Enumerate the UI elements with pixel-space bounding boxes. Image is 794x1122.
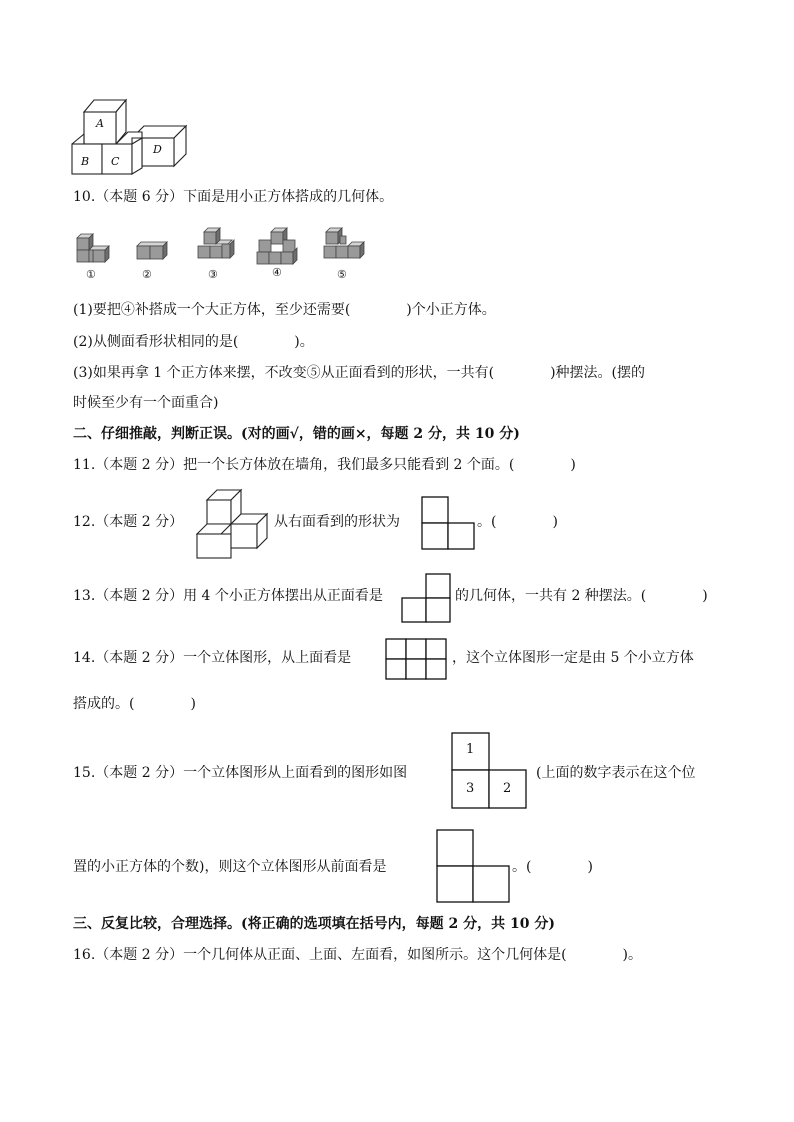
q12-middle: 从右面看到的形状为 xyxy=(274,514,400,530)
q10-sub3-line1: (3)如果再拿 1 个正方体来摆，不改变⑤从正面看到的形状，一共有( )种摆法。(摆的 xyxy=(73,365,646,381)
q15-line2-suffix: 。( ) xyxy=(512,859,593,875)
q14-suffix: ，这个立体图形一定是由 5 个小立方体 xyxy=(452,650,694,666)
q10-sub2: (2)从侧面看形状相同的是( )。 xyxy=(73,334,314,350)
q13-prefix: 13.（本题 2 分）用 4 个小正方体摆出从正面看是 xyxy=(73,588,383,604)
q15-grid-number-bottom-left: 3 xyxy=(466,781,475,796)
q15-line2-prefix: 置的小正方体的个数)，则这个立体图形从前面看是 xyxy=(73,859,387,875)
q10-figure-label-5: ⑤ xyxy=(337,268,347,281)
q10-figure-4 xyxy=(255,228,305,270)
q10-figure-label-2: ② xyxy=(142,268,152,281)
section3-title: 三、反复比较，合理选择。(将正确的选项填在括号内，每题 2 分，共 10 分) xyxy=(73,916,555,932)
q10-figure-label-4: ④ xyxy=(272,266,282,279)
q10-figure-2 xyxy=(135,240,175,270)
q15-grid-number-bottom-right: 2 xyxy=(503,781,512,796)
q11-text: 11.（本题 2 分）把一个长方体放在墙角，我们最多只能看到 2 个面。( ) xyxy=(73,457,576,473)
q12-cube-figure xyxy=(195,488,275,560)
abcd-cube-figure xyxy=(70,94,200,180)
cube-label-c: C xyxy=(111,155,120,168)
q12-suffix: 。( ) xyxy=(477,514,558,530)
q16-text: 16.（本题 2 分）一个几何体从正面、上面、左面看，如图所示。这个几何体是( )。 xyxy=(73,947,642,963)
cube-label-b: B xyxy=(81,155,90,168)
q10-header: 10.（本题 6 分）下面是用小正方体搭成的几何体。 xyxy=(73,189,394,205)
cube-label-d: D xyxy=(153,143,162,156)
q15-top-view-grid xyxy=(451,732,531,812)
q15-front-view-grid xyxy=(436,829,516,905)
q10-sub3-line2: 时候至少有一个面重合) xyxy=(73,395,219,411)
section2-title: 二、仔细推敲，判断正误。(对的画√，错的画×，每题 2 分，共 10 分) xyxy=(73,426,520,442)
q13-front-view-grid xyxy=(401,573,457,623)
q10-figure-label-1: ① xyxy=(86,268,96,281)
q13-suffix: 的几何体，一共有 2 种摆法。( ) xyxy=(455,588,708,604)
q10-figure-label-3: ③ xyxy=(208,268,218,281)
q15-prefix: 15.（本题 2 分）一个立体图形从上面看到的图形如图 xyxy=(73,765,408,781)
q15-suffix: (上面的数字表示在这个位 xyxy=(536,765,696,781)
cube-label-a: A xyxy=(96,117,104,130)
q10-figure-3 xyxy=(198,228,238,270)
q12-prefix: 12.（本题 2 分） xyxy=(73,514,184,530)
q14-line2: 搭成的。( ) xyxy=(73,696,196,712)
q14-top-view-grid xyxy=(385,638,447,680)
q10-figure-5 xyxy=(322,228,372,270)
q14-prefix: 14.（本题 2 分）一个立体图形，从上面看是 xyxy=(73,650,352,666)
q12-view-grid xyxy=(421,496,481,552)
q10-figure-1 xyxy=(75,232,115,272)
q15-grid-number-top: 1 xyxy=(466,742,475,757)
q10-sub1: (1)要把④补搭成一个大正方体，至少还需要( )个小正方体。 xyxy=(73,302,496,318)
